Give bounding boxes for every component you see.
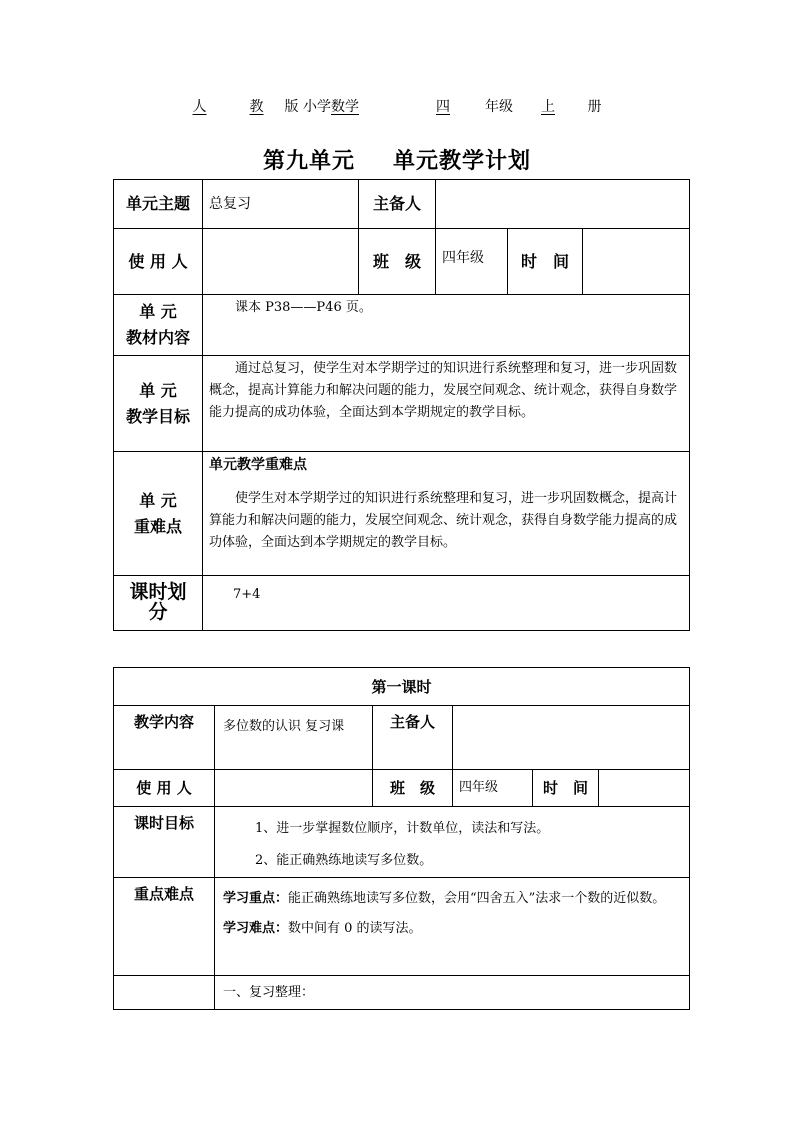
review-label [114, 976, 215, 1010]
objective-2: 2、能正确熟练地读写多位数。 [255, 853, 433, 868]
key-label-2: 重难点 [133, 516, 182, 536]
key-point-label: 学习重点： [223, 891, 289, 906]
content-label [114, 295, 203, 356]
content-label-2: 教材内容 [125, 328, 190, 347]
grade-label: 年级 [485, 99, 513, 115]
publisher-field: 人 [192, 99, 207, 115]
lesson-user-label: 使 用 人 [114, 770, 215, 807]
volume-field: 上 [541, 99, 555, 115]
goal-label-2: 教学目标 [125, 406, 190, 426]
lesson-heading: 第一课时 [114, 668, 690, 706]
page-title [0, 144, 794, 175]
key-point-value: 能正确熟练地读写多位数，会用“四舍五入”法求一个数的近似数。 [288, 891, 666, 906]
difficulty-label: 学习难点： [223, 921, 289, 936]
objective-cell [215, 807, 690, 878]
subject-field: 数学 [331, 99, 359, 115]
content-value: 课本 P38——P46 页。 [203, 295, 690, 356]
time-value[interactable] [583, 229, 690, 295]
key-heading: 单元教学重难点 [209, 457, 307, 473]
class-label: 班 级 [359, 229, 436, 295]
difficulty [223, 914, 681, 944]
unit-plan-table [113, 179, 690, 631]
lesson-preparer-label: 主备人 [373, 706, 453, 770]
volume-label: 册 [587, 99, 602, 115]
content-label-1: 单 元 [139, 302, 177, 321]
review-value: 一、复习整理： [215, 976, 690, 1010]
lesson-key-cell [215, 878, 690, 976]
preparer-value[interactable] [436, 180, 690, 229]
version-label: 版 [284, 99, 299, 115]
grade-field: 四 [436, 99, 450, 115]
plan-title: 单元教学计划 [393, 149, 532, 174]
user-label: 使 用 人 [114, 229, 203, 295]
topic-value: 总复习 [203, 180, 359, 229]
key-point [223, 884, 681, 914]
key-value: 使学生对本学期学过的知识进行系统整理和复习，进一步巩固数概念，提高计算能力和解决问题的能力，发展空间观念、统计观念，获得自身数学能力提高的成功体验，全面达到本学期规定的教学目标。 [209, 491, 678, 550]
publisher2-field: 教 [249, 99, 264, 115]
user-value[interactable] [203, 229, 359, 295]
lesson-key-label: 重点难点 [114, 878, 215, 976]
lesson-content-label: 教学内容 [114, 706, 215, 770]
lesson-time-label: 时 间 [533, 770, 599, 807]
school-label: 小学 [303, 99, 331, 115]
difficulty-value: 数中间有 0 的读写法。 [288, 921, 422, 936]
goal-label-1: 单 元 [139, 380, 177, 400]
hours-label-2: 分 [148, 601, 168, 623]
objective-1: 1、进一步掌握数位顺序，计数单位，读法和写法。 [255, 821, 550, 836]
key-label [114, 452, 203, 576]
preparer-label: 主备人 [359, 180, 436, 229]
key-cell [203, 452, 690, 576]
hours-label [114, 576, 203, 631]
goal-value: 通过总复习，使学生对本学期学过的知识进行系统整理和复习，进一步巩固数概念，提高计算能力和解决问题的能力，发展空间观念、统计观念，获得自身数学能力提高的成功体验，全面达到本学期规定的教学目标。 [203, 356, 690, 452]
unit-title: 第九单元 [262, 149, 355, 174]
lesson-table [113, 667, 690, 1010]
lesson-time-value[interactable] [599, 770, 690, 807]
goal-label [114, 356, 203, 452]
lesson-class-label: 班 级 [373, 770, 453, 807]
key-label-1: 单 元 [139, 490, 177, 510]
hours-label-1: 课时划 [129, 581, 187, 603]
objective-label: 课时目标 [114, 807, 215, 878]
header-line [0, 96, 794, 116]
topic-label: 单元主题 [114, 180, 203, 229]
lesson-user-value[interactable] [215, 770, 373, 807]
lesson-content-value: 多位数的认识 复习课 [215, 706, 373, 770]
lesson-preparer-value[interactable] [453, 706, 690, 770]
time-label: 时 间 [508, 229, 583, 295]
class-value: 四年级 [436, 229, 508, 295]
lesson-class-value: 四年级 [453, 770, 533, 807]
hours-value: 7+4 [203, 576, 690, 631]
